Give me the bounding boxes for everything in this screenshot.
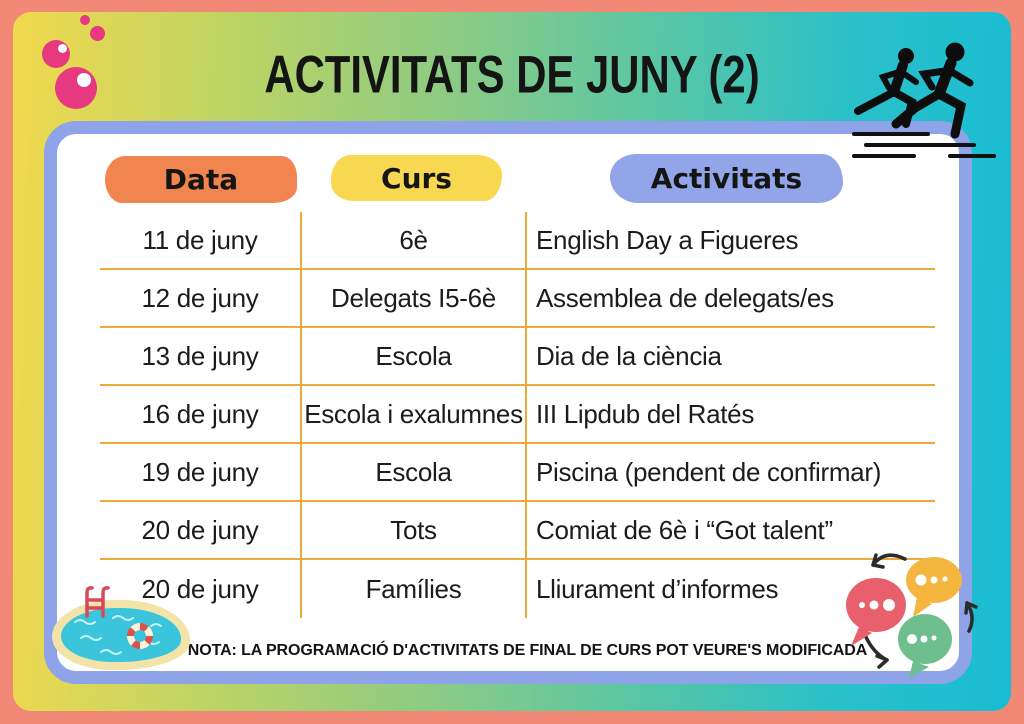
header-label: Activitats bbox=[650, 162, 803, 195]
lifesaver-icon bbox=[127, 623, 153, 649]
pool-ladder-icon bbox=[80, 584, 116, 618]
cell-data: 11 de juny bbox=[100, 212, 302, 270]
activities-table bbox=[100, 212, 935, 618]
table-row bbox=[100, 560, 935, 618]
cell-curs: Famílies bbox=[302, 560, 527, 618]
pool-water bbox=[61, 608, 181, 662]
speech-bubble-red-icon bbox=[846, 578, 906, 646]
header-pill-curs bbox=[331, 155, 502, 201]
cell-curs: Escola bbox=[302, 444, 527, 502]
table-row bbox=[100, 212, 935, 270]
cell-data: 12 de juny bbox=[100, 270, 302, 328]
table-row bbox=[100, 502, 935, 560]
cell-activitats: III Lipdub del Ratés bbox=[527, 386, 935, 444]
table-row bbox=[100, 386, 935, 444]
cell-data: 13 de juny bbox=[100, 328, 302, 386]
cell-curs: 6è bbox=[302, 212, 527, 270]
header-label: Data bbox=[163, 163, 239, 196]
page-title: ACTIVITATS DE JUNY (2) bbox=[264, 44, 760, 105]
cell-activitats: Assemblea de delegats/es bbox=[527, 270, 935, 328]
header-pill-data bbox=[105, 156, 297, 203]
cell-curs: Escola i exalumnes bbox=[302, 386, 527, 444]
table-row bbox=[100, 270, 935, 328]
runners-icon bbox=[852, 36, 1008, 162]
speech-bubble-green-icon bbox=[898, 614, 952, 678]
cell-data: 20 de juny bbox=[100, 502, 302, 560]
pool-icon bbox=[52, 584, 192, 672]
table-row bbox=[100, 444, 935, 502]
bubble-small-icon bbox=[90, 26, 105, 41]
cell-activitats: Piscina (pendent de confirmar) bbox=[527, 444, 935, 502]
cell-activitats: Comiat de 6è i “Got talent” bbox=[527, 502, 935, 560]
cell-data: 19 de juny bbox=[100, 444, 302, 502]
cell-activitats: English Day a Figueres bbox=[527, 212, 935, 270]
cell-curs: Escola bbox=[302, 328, 527, 386]
note-text: NOTA: LA PROGRAMACIÓ D'ACTIVITATS DE FINAL DE CURS POT VEURE'S MODIFICADA bbox=[187, 642, 868, 659]
cell-activitats: Dia de la ciència bbox=[527, 328, 935, 386]
cell-curs: Delegats I5-6è bbox=[302, 270, 527, 328]
speech-bubble-yellow-icon bbox=[906, 557, 962, 617]
table-row bbox=[100, 328, 935, 386]
cell-curs: Tots bbox=[302, 502, 527, 560]
pool-waves-icon bbox=[61, 608, 181, 662]
cell-data: 16 de juny bbox=[100, 386, 302, 444]
header-pill-activitats bbox=[610, 154, 843, 203]
cell-data: 20 de juny bbox=[100, 560, 302, 618]
header-label: Curs bbox=[381, 161, 452, 195]
speech-bubbles-icon bbox=[833, 543, 988, 693]
cell-activitats: Lliurament d’informes bbox=[536, 573, 779, 604]
bubble-small-icon bbox=[80, 15, 90, 25]
